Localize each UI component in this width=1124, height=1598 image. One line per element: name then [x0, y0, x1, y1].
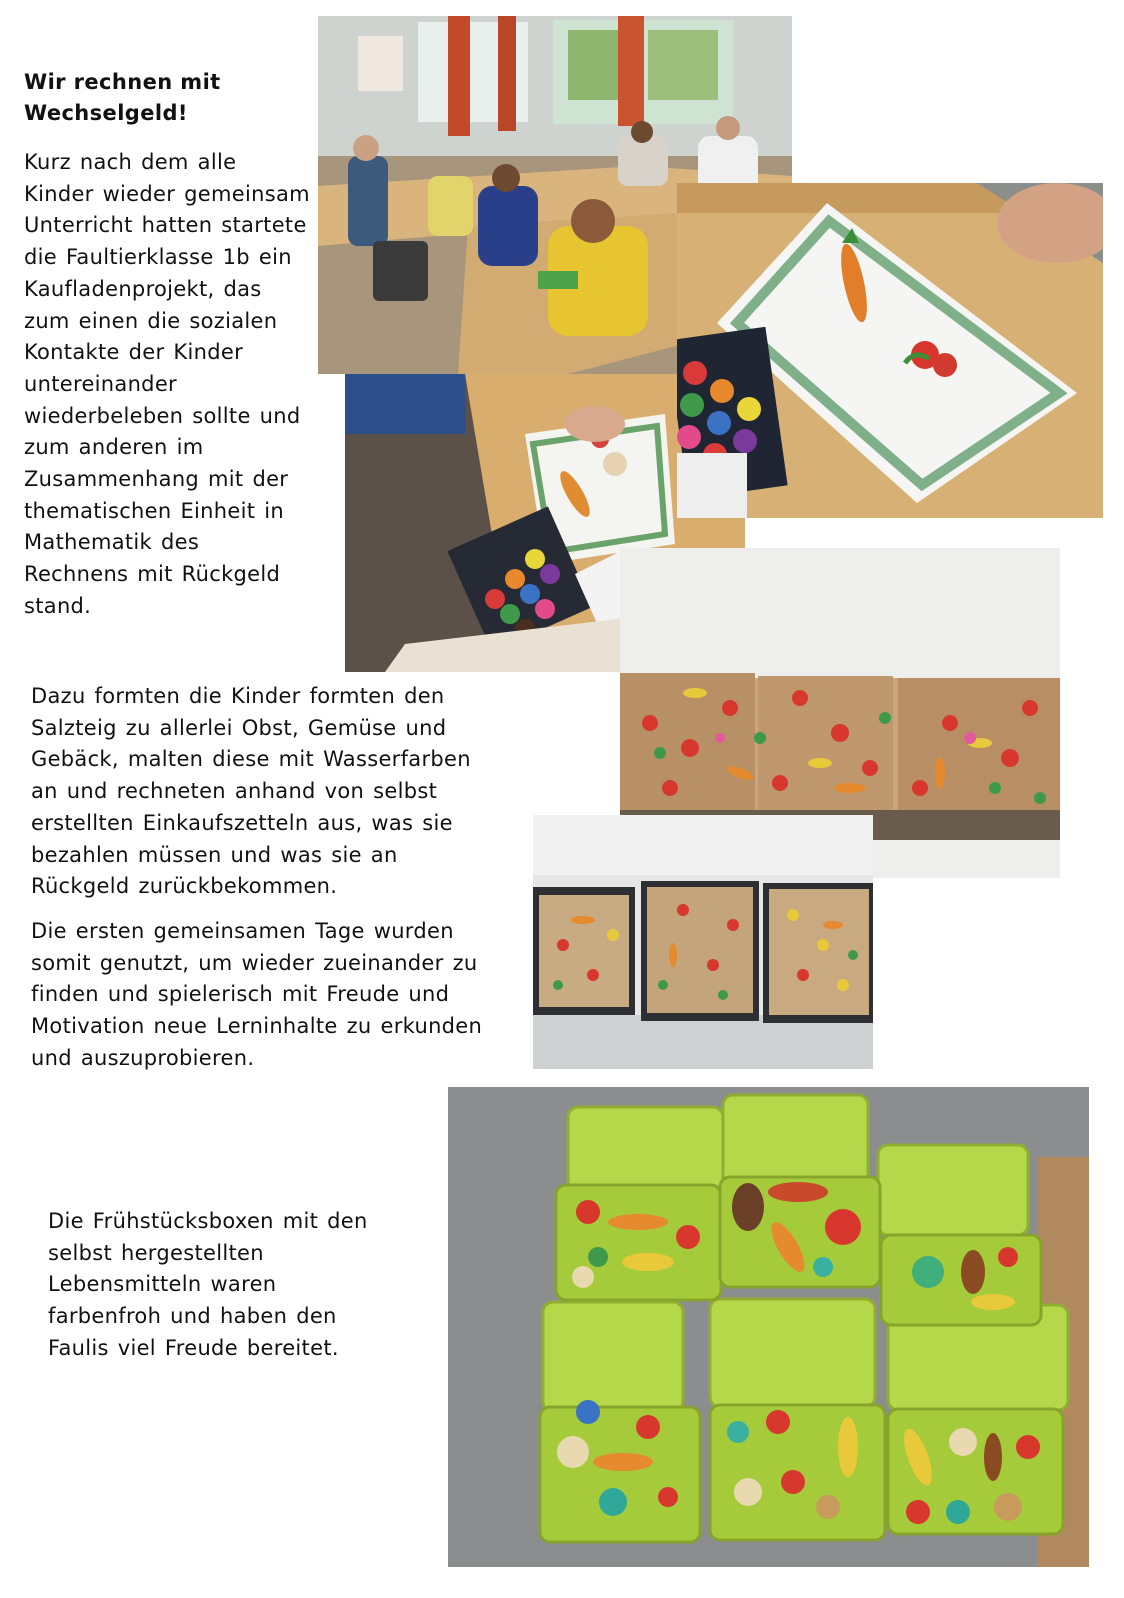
- lunchbox-photo: [448, 1087, 1089, 1567]
- dough-trays-photo-2: [533, 815, 873, 1069]
- summary-paragraph: Die ersten gemeinsamen Tage wurden somit genutzt, um wieder zueinander zu finden und spielerisch mit Freude und Motivation neue Lerninhalte zu erkunden und auszuprobieren.: [31, 919, 483, 1070]
- salt-dough-paragraph: Dazu formten die Kinder formten den Salzteig zu allerlei Obst, Gemüse und Gebäck, malten diese mit Wasserfarben an und rechneten anhand von selbst erstellten Einkaufszetteln aus, was sie bezahlen müssen und was sie an Rückgeld zurückbekommen.: [31, 684, 471, 899]
- intro-paragraph: Kurz nach dem alle Kinder wieder gemeinsam Unterricht hatten startete die Faultierklasse 1b ein Kaufladenprojekt, das zum einen die sozialen Kontakte der Kinder untereinander wiederbeleben sollte und zum anderen im Zusammenhang mit der thematischen Einheit in Mathematik des Rechnens mit Rückgeld stand.: [24, 150, 310, 618]
- lunchbox-paragraph: Die Frühstücksboxen mit den selbst hergestellten Lebensmitteln waren farbenfroh und haben den Faulis viel Freude bereitet.: [48, 1209, 368, 1360]
- page-title: Wir rechnen mit Wechselgeld!: [24, 70, 221, 125]
- carrot-tomato-photo: [677, 183, 1103, 518]
